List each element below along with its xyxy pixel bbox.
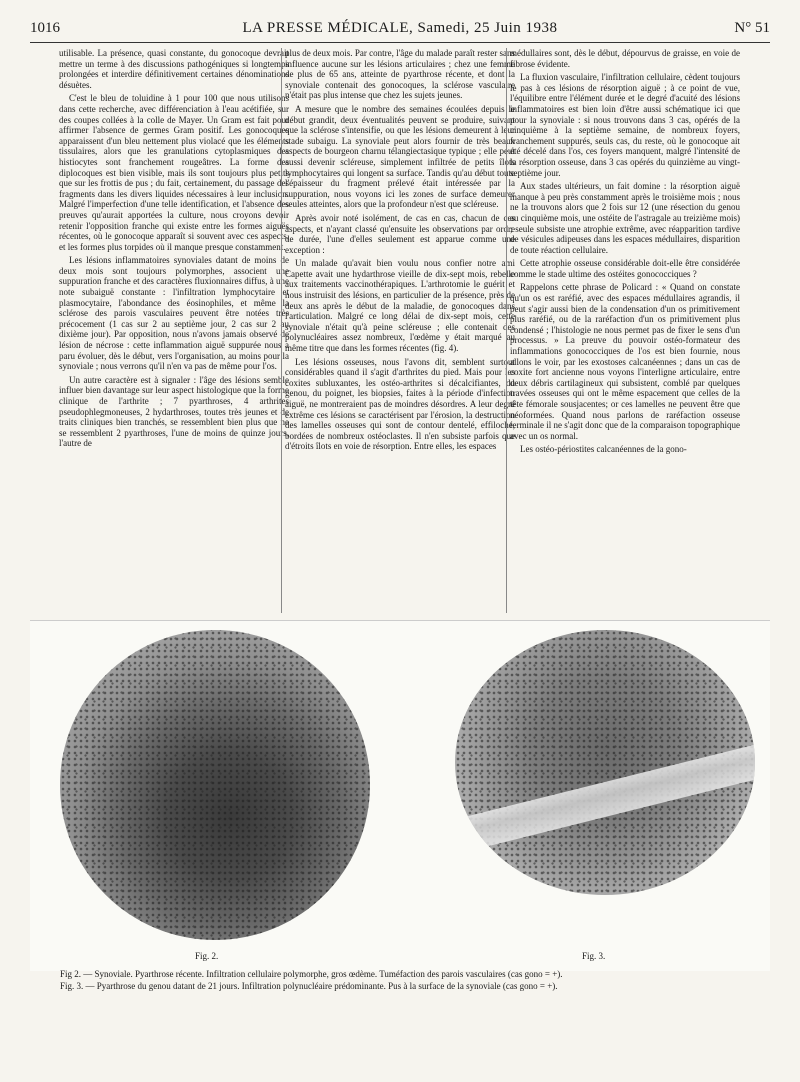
paragraph: Après avoir noté isolément, de cas en cas, chacun de ces aspects, et n'ayant classé qu'ensuite les observations par ordre de durée, l'une d'elles seulement est apparue comme une exception : (285, 212, 515, 255)
issue-number: N° 51 (734, 20, 770, 36)
paragraph: Aux stades ultérieurs, un fait domine : la résorption aiguë manque à peu près constamment après le troisième mois ; nous ne la trouvons alors que 2 fois sur 12 (une résection du genou au cinquième mois, une ostéite de l'astragale au treizième mois) ; seule subsiste une atrophie extrême, avec réapparition tardive de vésicules adipeuses dans les espaces médullaires, disparition de toute réaction cellulaire. (510, 181, 740, 255)
page-header (30, 14, 770, 40)
cell-texture (60, 630, 370, 940)
paragraph: La fluxion vasculaire, l'infiltration cellulaire, cèdent toujours le pas à ces lésions de résorption aiguë ; à ce point de vue, l'équilibre entre l'élément durée et le degré d'acuité des lésions inflammatoires est bien loin d'être aussi schématique ici que pour la synoviale : si nous trouvons dans 3 cas, opérés de la cinquième à la septième semaine, de nombreux foyers, franchement suppurés, seuls cas, du reste, où le gonocoque ait été décelé dans l'os, ces foyers manquent, malgré l'intensité de la résorption osseuse, dans 3 cas opérés du quinzième au vingt-septième jour. (510, 72, 740, 178)
paragraph: Un autre caractère est à signaler : l'âge des lésions semble influer bien davantage sur leur aspect histologique que la forme clinique de l'arthrite ; 7 pyarthroses, 4 arthrites pseudophlegmoneuses, 2 hydarthroses, toutes très jeunes et de traits cliniques bien tranchés, se ressemblent bien plus que ne se ressemblent 2 pyarthroses, l'une de moins de quinze jours, l'autre de (59, 374, 289, 449)
paragraph: Cette atrophie osseuse considérable doit-elle être considérée comme le stade ultime des ostéites gonococciques ? (510, 258, 740, 279)
caption-fig-3: Fig. 3. — Pyarthrose du genou datant de 21 jours. Infiltration polynucléaire prédominante. Pus à la surface de la synoviale (cas gono = +). (60, 981, 558, 991)
figure-3-micrograph (455, 630, 755, 895)
text-column-2 (285, 48, 515, 613)
paragraph: médullaires sont, dès le début, dépourvus de graisse, en voie de fibrose évidente. (510, 48, 740, 69)
paragraph: A mesure que le nombre des semaines écoulées depuis le début grandit, deux éventualités peuvent se produire, suivant que la sclérose s'intensifie, ou que les lésions demeurent à leur stade subaigu. La synoviale peut alors fournir de très beaux aspects de bourgeon charnu télangiectasique typique ; elle peut aussi devenir scléreuse, simplement infiltrée de petits îlots lymphocytaires qui longent sa surface. Tandis qu'au début toute l'épaisseur du fragment prélevé était intéressée par la suppuration, nous voyons ici les zones de surface demeurer seules atteintes, alors que la profondeur n'est que scléreuse. (285, 103, 515, 210)
figure-2-label: Fig. 2. (195, 951, 219, 961)
paragraph: Rappelons cette phrase de Policard : « Quand on constate qu'un os est raréfié, avec des espaces médullaires agrandis, il peut s'agir aussi bien de la condensation d'un os primitivement plus raréfié, ou de la raréfaction d'un os primitivement plus condensé ; l'histologie ne nous permet pas de fixer le sens d'un processus. » La preuve du pouvoir ostéo-formateur des inflammations gonococciques de l'os est bien fournie, nous allons le voir, par les exostoses calcanéennes ; dans un cas de coxite fort ancienne nous voyons l'interligne articulaire, entre deux débris cartilagineux qui subsistent, comblé par quelques travées osseuses qui ont le même espacement que celles de la tête fémorale sousjacentes; or ces lamelles ne peuvent être que néoformées. Quand nous parlons de raréfaction osseuse terminale il ne s'agit donc que de la comparaison topographique avec un os normal. (510, 282, 740, 441)
paragraph: Les lésions osseuses, nous l'avons dit, semblent surtout considérables quand il s'agit d'arthrites du pied. Mais pour les coxites subluxantes, les ostéo-arthrites si décalcifiantes, du genou, du poignet, les biopsies, faites à la période d'infection aiguë, ne montreraient pas de moindres désordres. A leur degré extrême ces lésions se caractérisent par l'érosion, la destruction des lamelles osseuses qui sont de contour dentelé, effiloché, bordées de nombreux ostéoclastes. Il n'en subsiste parfois que d'étroits îlots en voie de résorption. Entre elles, les espaces (285, 356, 515, 452)
caption-fig-2: Fig 2. — Synoviale. Pyarthrose récente. Infiltration cellulaire polymorphe, gros œdème. Tuméfaction des parois vasculaires (cas gono = +). (60, 969, 563, 979)
paragraph: utilisable. La présence, quasi constante, du gonocoque devrait mettre un terme à des discussions pathogéniques si longtemps prolongées et interdire définitivement certaines dénominations désuètes. (59, 48, 289, 90)
column-divider (281, 48, 282, 613)
paragraph: plus de deux mois. Par contre, l'âge du malade paraît rester sans influence aucune sur les lésions articulaires ; chez une femme de plus de 65 ans, atteinte de pyarthrose récente, et dont la synoviale contenait des gonocoques, la sclérose vasculaire n'était pas plus intense que chez les sujets jeunes. (285, 48, 515, 101)
paragraph: Les ostéo-périostites calcanéennes de la gono- (520, 444, 687, 455)
figure-3-label: Fig. 3. (582, 951, 606, 961)
paragraph: Un malade qu'avait bien voulu nous confier notre ami Capette avait une hydarthrose vieille de dix-sept mois, rebelle aux traitements vaccinothérapiques. L'arthrotomie le guérit et nous instruisit des lésions, en particulier de la présence, près de deux ans après le début de la maladie, de gonocoques dans l'articulation. Malgré ce long délai de dix-sept mois, cette synoviale n'était qu'à peine scléreuse ; elle contenait des polynucléaires assez nombreux, l'œdème y était marqué au même titre que dans les formes récentes (fig. 4). (285, 258, 515, 354)
paragraph: C'est le bleu de toluidine à 1 pour 100 que nous utilisons dans cette recherche, avec différenciation à l'eau acétifiée, sur des coupes collées à la colle de Mayer. Un Gram est fait pour affirmer l'absence de germes Gram positif. Les gonocoques apparaissent d'un bleu nettement plus violacé que les éléments tissulaires, alors que les granulations cytoplasmiques des histiocytes sont franchement rougeâtres. La forme des diplocoques est bien visible, mais ils sont toujours plus petits que sur les frottis de pus ; du fait, certainement, du passage des fragments dans les divers liquides nécessaires à leur inclusion. Malgré l'imperfection d'une telle identification, et l'absence des preuves qu'aurait apportées la culture, nous croyons devoir retenir l'opposition franche qui existe entre les formes aiguës récentes, où le gonocoque apparaît si souvent avec ces aspects, et les formes plus torpides où il manque presque constamment. (59, 93, 289, 252)
header-rule (30, 42, 770, 43)
text-column-1 (59, 48, 289, 613)
page-number: 1016 (30, 20, 60, 36)
journal-title: LA PRESSE MÉDICALE, Samedi, 25 Juin 1938 (242, 20, 558, 36)
figure-captions (60, 968, 760, 992)
figure-2-micrograph (60, 630, 370, 940)
text-column-3 (510, 48, 740, 613)
paragraph: Les lésions inflammatoires synoviales datant de moins de deux mois sont toujours polymorphes, associent une suppuration franche et des caractères fluxionnaires diffus, à une note subaiguë constante : l'infiltration lymphocytaire et plasmocytaire, l'abondance des éosinophiles, et même la sclérose des parois vasculaires peuvent être notées très précocement (1 cas sur 2 au septième jour, 2 cas sur 2 au dixième jour). Par opposition, nous n'avons jamais observé de lésion de nécrose : cette inflammation aiguë suppurée nous a paru évoluer, dès le début, vers l'organisation, au moins pour la synoviale ; nous verrons qu'il n'en va pas de même pour l'os. (59, 255, 289, 372)
column-divider (506, 48, 507, 613)
